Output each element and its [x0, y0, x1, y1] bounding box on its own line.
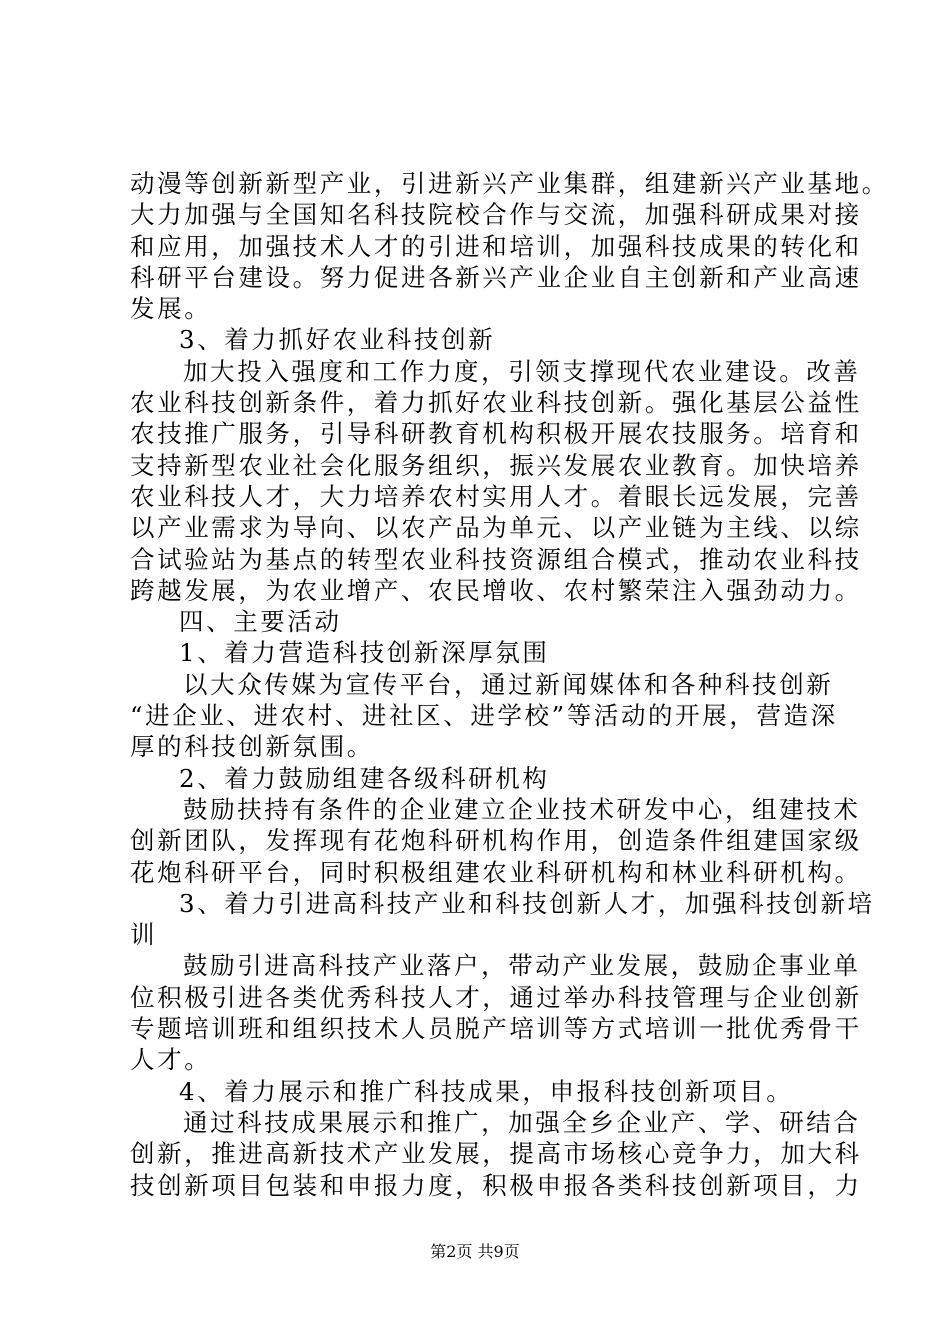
- section-heading: 4、着力展示和推广科技成果，申报科技创新项目。: [179, 1076, 794, 1106]
- section-heading: 2、着力鼓励组建各级科研机构: [179, 763, 550, 793]
- body-line: 训: [130, 920, 158, 950]
- body-line: 专题培训班和组织技术人员脱产培训等方式培训一批优秀骨干: [130, 1014, 862, 1044]
- body-line: 科研平台建设。努力促进各新兴产业企业自主创新和产业高速: [130, 262, 862, 292]
- section-heading: 1、着力营造科技创新深厚氛围: [179, 638, 550, 668]
- body-line: 合试验站为基点的转型农业科技资源组合模式，推动农业科技: [130, 544, 862, 574]
- body-line: 创新团队，发挥现有花炮科研机构作用，创造条件组建国家级: [130, 826, 862, 856]
- body-line: 花炮科研平台，同时积极组建农业科研机构和林业科研机构。: [130, 857, 862, 887]
- paragraph-start: 鼓励引进高科技产业落户，带动产业发展，鼓励企事业单: [183, 951, 861, 981]
- body-line: 支持新型农业社会化服务组织，振兴发展农业教育。加快培养: [130, 450, 862, 480]
- body-line: 和应用，加强技术人才的引进和培训，加强科技成果的转化和: [130, 231, 862, 261]
- body-line: 发展。: [130, 294, 212, 324]
- body-line: 以产业需求为导向、以农产品为单元、以产业链为主线、以综: [130, 513, 862, 543]
- page-number-indicator: 第2页 共9页: [430, 1242, 520, 1261]
- paragraph-start: 鼓励扶持有条件的企业建立企业技术研发中心，组建技术: [183, 794, 861, 824]
- body-line: 动漫等创新新型产业，引进新兴产业集群，组建新兴产业基地。: [130, 169, 889, 198]
- section-heading: 3、着力抓好农业科技创新: [179, 325, 496, 355]
- body-line: 大力加强与全国知名科技院校合作与交流，加强科研成果对接: [130, 200, 862, 230]
- section-heading: 四、主要活动: [179, 607, 342, 637]
- body-line: 农业科技人才，大力培养农村实用人才。着眼长远发展，完善: [130, 481, 862, 511]
- body-line: 跨越发展，为农业增产、农民增收、农村繁荣注入强劲动力。: [130, 575, 862, 605]
- body-line: 农业科技创新条件，着力抓好农业科技创新。强化基层公益性: [130, 388, 862, 418]
- document-body: [130, 168, 889, 1201]
- body-line: 人才。: [130, 1045, 212, 1075]
- paragraph-start: 加大投入强度和工作力度，引领支撑现代农业建设。改善: [183, 356, 861, 386]
- body-line: 创新，推进高新技术产业发展，提高市场核心竞争力，加大科: [130, 1139, 862, 1169]
- body-line: 农技推广服务，引导科研教育机构积极开展农技服务。培育和: [130, 419, 862, 449]
- paragraph-start: 通过科技成果展示和推广，加强全乡企业产、学、研结合: [183, 1107, 861, 1137]
- section-heading: 3、着力引进高科技产业和科技创新人才，加强科技创新培: [179, 888, 875, 918]
- page-footer: [0, 1242, 950, 1262]
- body-line: 技创新项目包装和申报力度，积极申报各类科技创新项目，力: [130, 1170, 862, 1200]
- paragraph-start: 以大众传媒为宣传平台，通过新闻媒体和各种科技创新: [183, 669, 834, 699]
- body-line: “进企业、进农村、进社区、进学校”等活动的开展，营造深: [130, 701, 838, 731]
- body-line: 厚的科技创新氛围。: [130, 732, 374, 762]
- body-line: 位积极引进各类优秀科技人才，通过举办科技管理与企业创新: [130, 982, 862, 1012]
